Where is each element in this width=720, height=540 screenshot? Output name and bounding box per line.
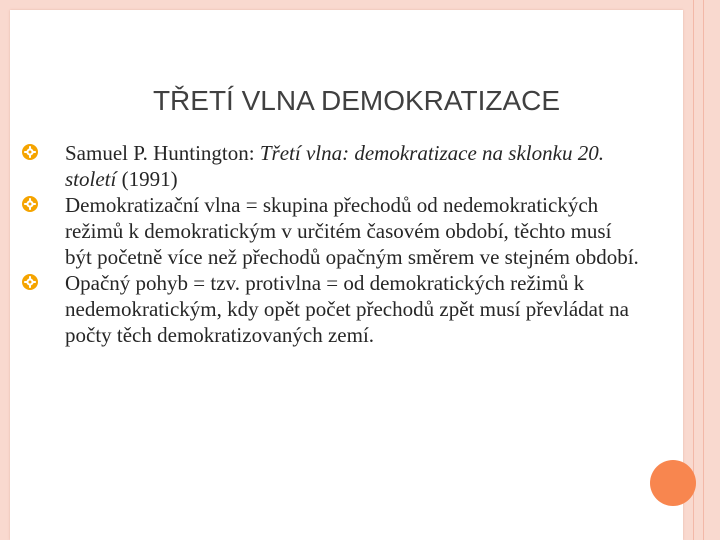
bullet-item bbox=[50, 192, 640, 270]
book-title: Třetí vlna: demokratizace na sklonku 20. století bbox=[65, 141, 604, 191]
bullet-text: Demokratizační vlna = skupina přechodů od nedemokratických režimů k demokratickým v určitém časovém období, těchto musí být početně více než přechodů opačným směrem ve stejném období. bbox=[65, 193, 639, 269]
gear-icon bbox=[20, 194, 40, 214]
decorative-circle bbox=[650, 460, 696, 506]
bullet-item bbox=[50, 270, 640, 348]
gear-icon bbox=[20, 272, 40, 292]
bullet-item bbox=[50, 140, 640, 192]
gear-icon bbox=[20, 142, 40, 162]
slide-panel bbox=[10, 10, 683, 540]
slide-title: TŘETÍ VLNA DEMOKRATIZACE bbox=[152, 85, 561, 116]
bullet-text: Samuel P. Huntington: bbox=[65, 141, 260, 165]
bullet-list bbox=[50, 140, 640, 348]
bullet-text-suffix: (1991) bbox=[116, 167, 178, 191]
decorative-side-line bbox=[693, 0, 694, 540]
bullet-text: Opačný pohyb = tzv. protivlna = od demokratických režimů k nedemokratickým, kdy opět počet přechodů zpět musí převládat na počty těch demokratizovaných zemí. bbox=[65, 271, 629, 347]
decorative-side-line bbox=[703, 0, 704, 540]
